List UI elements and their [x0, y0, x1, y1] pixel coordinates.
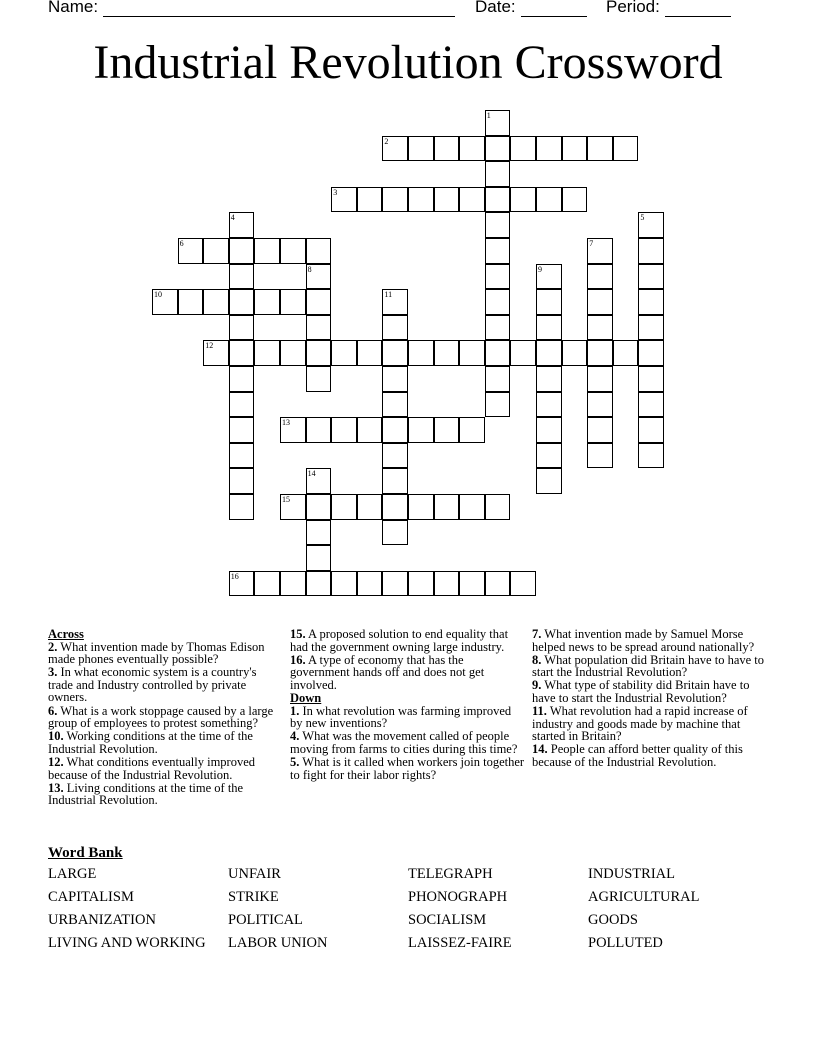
grid-cell[interactable] [459, 340, 485, 366]
clue-text: In what revolution was farming improved by new inventions? [290, 703, 512, 731]
word-bank-item: INDUSTRIAL [588, 866, 675, 882]
grid-cell[interactable] [434, 340, 460, 366]
grid-cell[interactable] [280, 238, 306, 264]
grid-cell[interactable] [485, 289, 511, 315]
period-label: Period: [606, 0, 660, 16]
grid-cell[interactable] [408, 340, 434, 366]
grid-cell[interactable] [562, 136, 588, 162]
clue-item [48, 705, 284, 730]
grid-cell[interactable] [229, 494, 255, 520]
grid-cell[interactable] [408, 571, 434, 597]
grid-cell[interactable] [254, 289, 280, 315]
word-bank-item: LIVING AND WORKING [48, 935, 206, 951]
clue-num: 4. [290, 729, 300, 744]
grid-cell[interactable] [536, 340, 562, 366]
grid-cell[interactable] [229, 238, 255, 264]
word-bank-title: Word Bank [48, 845, 123, 861]
grid-cell[interactable] [382, 289, 408, 315]
clue-number: 12 [205, 341, 214, 351]
clue-item [48, 782, 284, 807]
clue-number: 8 [307, 264, 312, 274]
grid-cell[interactable] [203, 238, 229, 264]
word-bank-item: CAPITALISM [48, 889, 134, 905]
grid-cell[interactable] [510, 340, 536, 366]
grid-cell[interactable] [229, 289, 255, 315]
clue-text: What was the movement called of people moving from farms to cities during this time? [290, 729, 518, 756]
clue-text: What invention made by Samuel Morse helped news to be spread around nationally? [532, 627, 755, 654]
grid-cell[interactable] [485, 161, 511, 187]
grid-cell[interactable] [306, 264, 332, 290]
down-heading: Down [290, 690, 322, 705]
grid-cell[interactable] [331, 417, 357, 443]
grid-cell[interactable] [306, 545, 332, 571]
grid-cell[interactable] [408, 187, 434, 213]
grid-cell[interactable] [485, 571, 511, 597]
clue-item [48, 756, 284, 781]
clue-text: What invention made by Thomas Edison made phones eventually possible? [48, 639, 265, 667]
clue-number: 16 [230, 571, 239, 581]
grid-cell[interactable] [306, 494, 332, 520]
grid-cell[interactable] [536, 366, 562, 392]
grid-cell[interactable] [382, 443, 408, 469]
grid-cell[interactable] [382, 340, 408, 366]
grid-cell[interactable] [562, 340, 588, 366]
word-bank-item: LARGE [48, 866, 97, 882]
grid-cell[interactable] [434, 571, 460, 597]
grid-cell[interactable] [587, 417, 613, 443]
word-bank-item: UNFAIR [228, 866, 281, 882]
clue-item [532, 628, 772, 653]
clue-num: 3. [48, 665, 58, 680]
grid-cell[interactable] [382, 468, 408, 494]
clue-num: 9. [532, 678, 542, 693]
clue-num: 1. [290, 703, 300, 718]
grid-cell[interactable] [280, 289, 306, 315]
clue-item [532, 654, 772, 679]
grid-cell[interactable] [638, 417, 664, 443]
clue-item [290, 628, 526, 653]
grid-cell[interactable] [408, 494, 434, 520]
word-bank-item: TELEGRAPH [408, 866, 493, 882]
clue-item [290, 705, 526, 730]
clue-number: 4 [230, 213, 235, 223]
grid-cell[interactable] [229, 468, 255, 494]
clue-item [48, 641, 284, 666]
grid-cell[interactable] [178, 289, 204, 315]
grid-cell[interactable] [357, 187, 383, 213]
clue-item [532, 743, 772, 768]
grid-cell[interactable] [382, 392, 408, 418]
grid-cell[interactable] [587, 443, 613, 469]
grid-cell[interactable] [485, 315, 511, 341]
grid-cell[interactable] [638, 238, 664, 264]
grid-cell[interactable] [178, 238, 204, 264]
grid-cell[interactable] [459, 494, 485, 520]
grid-cell[interactable] [536, 187, 562, 213]
clue-text: What is it called when workers join together to fight for their labor rights? [290, 754, 525, 782]
grid-cell[interactable] [434, 187, 460, 213]
grid-cell[interactable] [638, 289, 664, 315]
clue-num: 15. [290, 627, 306, 641]
grid-cell[interactable] [485, 136, 511, 162]
grid-cell[interactable] [638, 443, 664, 469]
grid-cell[interactable] [536, 264, 562, 290]
clue-num: 6. [48, 703, 58, 718]
grid-cell[interactable] [536, 392, 562, 418]
grid-cell[interactable] [229, 340, 255, 366]
grid-cell[interactable] [229, 366, 255, 392]
grid-cell[interactable] [408, 136, 434, 162]
clues-column-1 [48, 628, 284, 807]
grid-cell[interactable] [536, 315, 562, 341]
grid-cell[interactable] [331, 187, 357, 213]
grid-cell[interactable] [229, 571, 255, 597]
clue-text: What population did Britain have to have to start the Industrial Revolution? [532, 652, 765, 680]
grid-cell[interactable] [536, 443, 562, 469]
word-bank-item: POLLUTED [588, 935, 663, 951]
grid-cell[interactable] [459, 571, 485, 597]
grid-cell[interactable] [306, 315, 332, 341]
grid-cell[interactable] [331, 340, 357, 366]
grid-cell[interactable] [459, 136, 485, 162]
grid-cell[interactable] [382, 571, 408, 597]
grid-cell[interactable] [382, 315, 408, 341]
grid-cell[interactable] [229, 315, 255, 341]
word-bank-item: GOODS [588, 912, 638, 928]
grid-cell[interactable] [587, 340, 613, 366]
clue-item [532, 705, 772, 743]
clue-number: 10 [154, 290, 162, 300]
grid-cell[interactable] [638, 366, 664, 392]
grid-cell[interactable] [485, 392, 511, 418]
clue-text: What revolution had a rapid increase of industry and goods made by machine that started in Britain? [532, 704, 748, 744]
grid-cell[interactable] [306, 238, 332, 264]
grid-cell[interactable] [382, 494, 408, 520]
grid-cell[interactable] [613, 340, 639, 366]
word-bank-item: POLITICAL [228, 912, 303, 928]
grid-cell[interactable] [510, 136, 536, 162]
grid-cell[interactable] [254, 571, 280, 597]
clue-num: 16. [290, 652, 306, 667]
clue-text: What conditions eventually improved because of the Industrial Revolution. [48, 754, 256, 782]
clue-number: 5 [640, 213, 645, 223]
clue-text: What type of stability did Britain have to have to start the Industrial Revolution? [532, 678, 750, 705]
clue-num: 11. [532, 704, 547, 719]
clue-num: 2. [48, 639, 58, 654]
clue-item [290, 654, 526, 692]
clue-number: 15 [282, 495, 290, 504]
grid-cell[interactable] [587, 264, 613, 290]
grid-cell[interactable] [229, 392, 255, 418]
clue-number: 6 [179, 239, 184, 248]
word-bank-item: STRIKE [228, 889, 279, 905]
across-heading: Across [48, 627, 84, 641]
clue-item [48, 730, 284, 755]
grid-cell[interactable] [408, 417, 434, 443]
grid-cell[interactable] [229, 264, 255, 290]
clue-num: 14. [532, 742, 548, 757]
grid-cell[interactable] [638, 315, 664, 341]
clues-column-2 [290, 628, 526, 782]
clue-text: People can afford better quality of this because of the Industrial Revolution. [532, 742, 743, 769]
grid-cell[interactable] [306, 289, 332, 315]
grid-cell[interactable] [382, 417, 408, 443]
grid-cell[interactable] [280, 417, 306, 443]
grid-cell[interactable] [434, 417, 460, 443]
word-bank-item: LABOR UNION [228, 935, 328, 951]
word-bank-item: LAISSEZ-FAIRE [408, 935, 512, 951]
clue-num: 5. [290, 754, 300, 769]
grid-cell[interactable] [306, 417, 332, 443]
grid-cell[interactable] [587, 238, 613, 264]
grid-cell[interactable] [306, 340, 332, 366]
page-title: Industrial Revolution Crossword [93, 36, 723, 89]
clue-number: 9 [538, 264, 542, 274]
grid-cell[interactable] [306, 468, 332, 494]
grid-cell[interactable] [638, 392, 664, 418]
grid-cell[interactable] [562, 187, 588, 213]
grid-cell[interactable] [459, 417, 485, 443]
grid-cell[interactable] [587, 136, 613, 162]
clue-item [532, 679, 772, 704]
grid-cell[interactable] [382, 187, 408, 213]
grid-cell[interactable] [382, 520, 408, 546]
grid-cell[interactable] [229, 417, 255, 443]
clue-num: 12. [48, 754, 64, 769]
grid-cell[interactable] [382, 136, 408, 162]
clue-text: What is a work stoppage caused by a large group of employees to protest something? [48, 703, 274, 731]
word-bank-item: SOCIALISM [408, 912, 487, 928]
grid-cell[interactable] [536, 468, 562, 494]
clue-number: 14 [307, 469, 316, 479]
clue-num: 10. [48, 729, 64, 744]
grid-cell[interactable] [536, 136, 562, 162]
grid-cell[interactable] [613, 136, 639, 162]
grid-cell[interactable] [485, 366, 511, 392]
word-bank-item: PHONOGRAPH [408, 889, 508, 905]
grid-cell[interactable] [152, 289, 178, 315]
clue-text: A type of economy that has the government hands off and does not get involved. [290, 652, 485, 692]
grid-cell[interactable] [485, 340, 511, 366]
word-bank-item: URBANIZATION [48, 912, 156, 928]
grid-cell[interactable] [229, 443, 255, 469]
grid-cell[interactable] [357, 340, 383, 366]
name-label: Name: [48, 0, 99, 16]
grid-cell[interactable] [382, 366, 408, 392]
clue-item [290, 756, 526, 781]
clue-text: In what economic system is a country's trade and Industry controlled by private owners. [48, 665, 257, 705]
grid-cell[interactable] [280, 340, 306, 366]
grid-cell[interactable] [536, 289, 562, 315]
clue-item [290, 730, 526, 755]
grid-cell[interactable] [306, 520, 332, 546]
clue-number: 3 [333, 187, 338, 197]
grid-cell[interactable] [536, 417, 562, 443]
grid-cell[interactable] [280, 571, 306, 597]
grid-cell[interactable] [459, 187, 485, 213]
grid-cell[interactable] [510, 187, 536, 213]
grid-cell[interactable] [434, 136, 460, 162]
grid-cell[interactable] [485, 187, 511, 213]
grid-cell[interactable] [331, 494, 357, 520]
grid-cell[interactable] [485, 494, 511, 520]
grid-cell[interactable] [587, 392, 613, 418]
grid-cell[interactable] [203, 289, 229, 315]
clue-item [48, 666, 284, 704]
clue-text: A proposed solution to end equality that had the government owning large industry. [290, 627, 509, 654]
grid-cell[interactable] [306, 366, 332, 392]
clue-num: 13. [48, 780, 64, 795]
grid-cell[interactable] [280, 494, 306, 520]
grid-cell[interactable] [638, 264, 664, 290]
grid-cell[interactable] [203, 340, 229, 366]
clue-number: 11 [384, 290, 393, 300]
grid-cell[interactable] [638, 340, 664, 366]
clue-number: 7 [589, 239, 594, 248]
clue-num: 8. [532, 652, 542, 667]
grid-cell[interactable] [357, 417, 383, 443]
clue-number: 2 [384, 136, 389, 146]
grid-cell[interactable] [587, 289, 613, 315]
clue-number: 1 [486, 111, 491, 120]
clues-column-3 [532, 628, 772, 769]
grid-cell[interactable] [485, 264, 511, 290]
clue-text: Working conditions at the time of the Industrial Revolution. [48, 729, 253, 756]
grid-cell[interactable] [434, 494, 460, 520]
grid-cell[interactable] [357, 494, 383, 520]
grid-cell[interactable] [587, 366, 613, 392]
grid-cell[interactable] [638, 212, 664, 238]
date-label: Date: [475, 0, 516, 16]
grid-cell[interactable] [306, 571, 332, 597]
grid-cell[interactable] [357, 571, 383, 597]
grid-cell[interactable] [510, 571, 536, 597]
clue-number: 13 [282, 418, 290, 428]
grid-cell[interactable] [254, 238, 280, 264]
clue-text: Living conditions at the time of the Industrial Revolution. [48, 780, 244, 808]
word-bank-item: AGRICULTURAL [588, 889, 700, 905]
grid-cell[interactable] [331, 571, 357, 597]
clue-num: 7. [532, 627, 542, 641]
grid-cell[interactable] [229, 212, 255, 238]
grid-cell[interactable] [485, 238, 511, 264]
grid-cell[interactable] [587, 315, 613, 341]
grid-cell[interactable] [254, 340, 280, 366]
grid-cell[interactable] [485, 110, 511, 136]
grid-cell[interactable] [485, 212, 511, 238]
